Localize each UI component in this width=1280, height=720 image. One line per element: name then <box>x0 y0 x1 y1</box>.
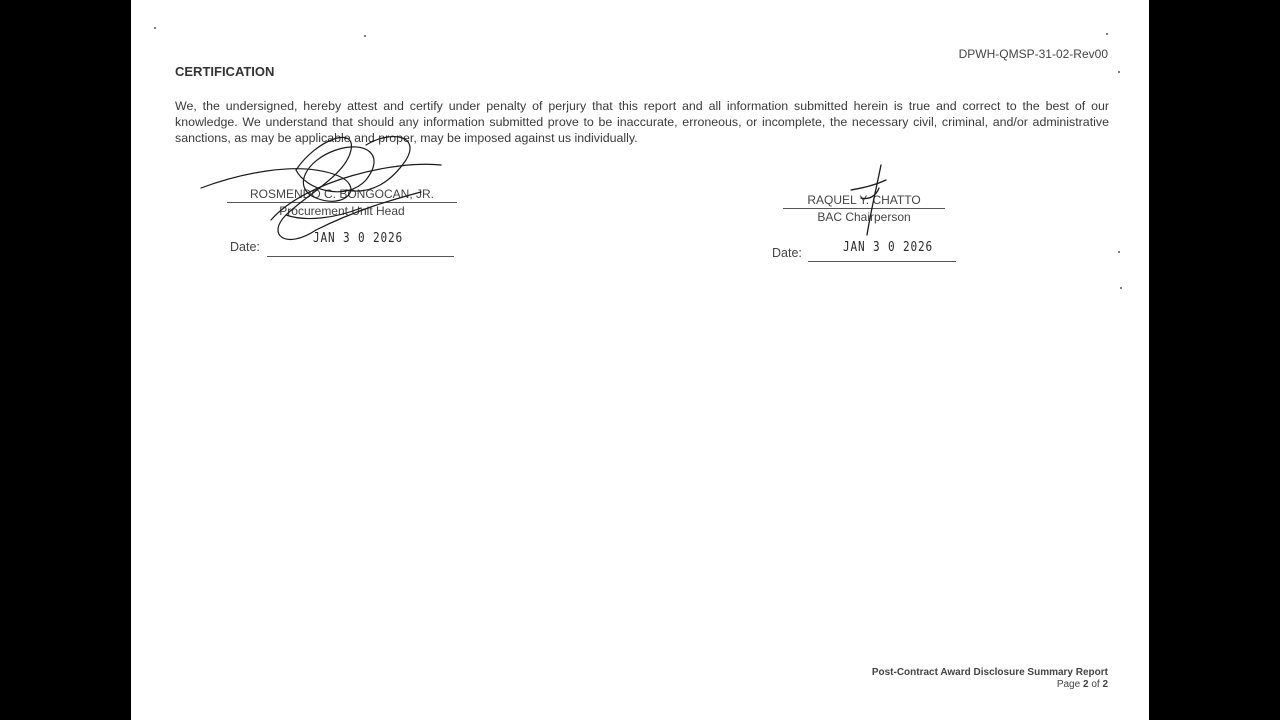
page-number <box>872 679 1108 691</box>
date-line <box>808 261 956 262</box>
date-line <box>267 256 454 257</box>
signatory-name: ROSMENDO C. BONGOCAN, JR. <box>227 187 457 203</box>
date-label: Date: <box>230 240 260 254</box>
page-prefix: Page <box>1056 679 1081 690</box>
signatory-bac-chairperson <box>783 193 945 225</box>
scan-speck <box>1106 33 1108 35</box>
signatory-position: BAC Chairperson <box>817 210 911 224</box>
document-code: DPWH-QMSP-31-02-Rev00 <box>958 47 1108 61</box>
date-label: Date: <box>772 246 802 260</box>
date-stamp: JAN 3 0 2026 <box>313 231 404 246</box>
page-of: of <box>1091 679 1100 690</box>
certification-title: CERTIFICATION <box>175 64 275 79</box>
scan-speck <box>364 35 366 37</box>
document-page <box>131 0 1149 720</box>
page-total: 2 <box>1102 679 1108 690</box>
certification-statement: We, the undersigned, hereby attest and certify under penalty of perjury that this report and all information submitted herein is true and correct to the best of our knowledge. We understand that should any information submitted prove to be inaccurate, erroneous, or incomplete, the necessary civil, criminal, and/or administrative sanctions, as may be applicable and proper, may be imposed against us individually. <box>175 99 1109 145</box>
scan-speck <box>154 27 156 29</box>
scan-speck <box>1118 71 1120 73</box>
report-footer <box>872 667 1108 691</box>
scan-speck <box>1118 251 1120 253</box>
signatory-name: RAQUEL Y. CHATTO <box>783 193 945 209</box>
page-current: 2 <box>1082 679 1089 690</box>
signatory-position: Procurement Unit Head <box>279 204 405 218</box>
report-title: Post-Contract Award Disclosure Summary Report <box>871 667 1108 678</box>
signatory-procurement-head <box>227 187 457 219</box>
date-stamp: JAN 3 0 2026 <box>843 240 934 255</box>
scan-speck <box>1120 287 1122 289</box>
